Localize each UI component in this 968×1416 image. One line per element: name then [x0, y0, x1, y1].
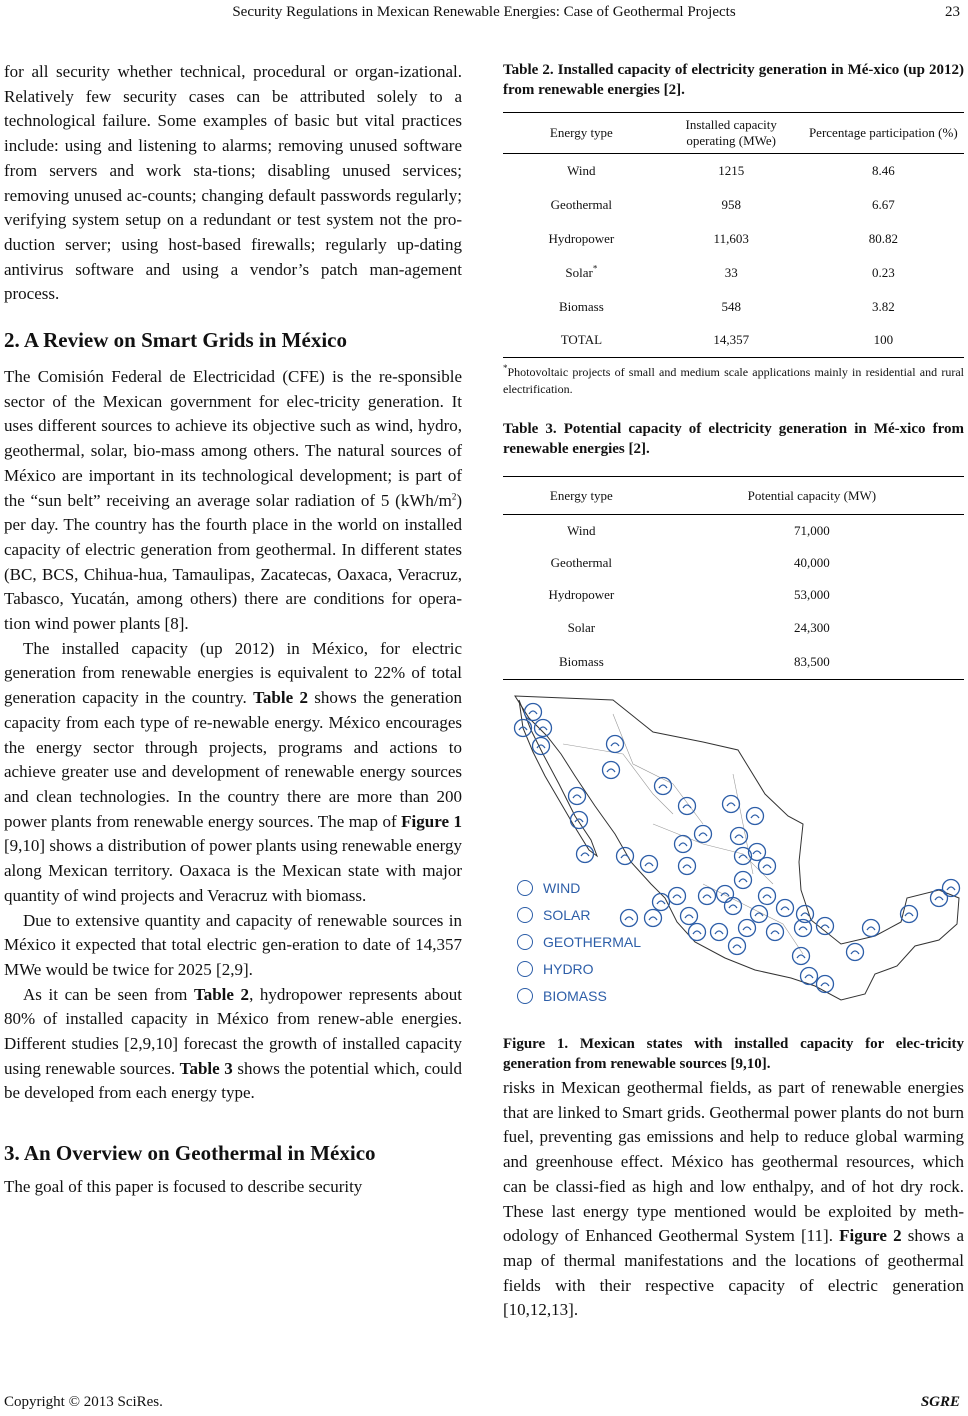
- plant-marker: [655, 778, 672, 795]
- plant-marker: [759, 888, 776, 905]
- paragraph: The installed capacity (up 2012) in México, for electric generation from renewable energies is equivalent to 22% of total generation capacity in the country. Table 2 shows the generation capacity from each type of re-newable energy. México encourages the energy sector through projects, programs and actions to achieve greater use and development of renewable energy sources and clean technologies. In the country there are more than 200 power plants from renewable energy sources. The map of Figure 1 [9,10] shows a distribution of power plants using renewable energy along Mexican territory. Oaxaca is the Mexican state with major quantity of wind projects and Veracruz with biomass.: [4, 638, 462, 905]
- plant-marker: [679, 858, 696, 875]
- plant-marker: [723, 796, 740, 813]
- copyright: Copyright © 2013 SciRes.: [4, 1394, 163, 1410]
- plant-marker-glyph: [771, 931, 779, 934]
- left-column: [4, 60, 462, 1200]
- table-row: Wind 1215 8.46: [567, 162, 895, 178]
- table-row: Biomass 83,500: [503, 645, 964, 680]
- plant-marker-glyph: [573, 795, 581, 798]
- plant-marker-glyph: [821, 983, 829, 986]
- plant-marker: [931, 890, 948, 907]
- plant-marker-glyph: [799, 927, 807, 930]
- legend-geothermal: GEOTHERMAL: [517, 928, 641, 955]
- plant-marker-glyph: [703, 895, 711, 898]
- plant-marker: [535, 720, 552, 737]
- plant-marker-glyph: [611, 743, 619, 746]
- table-2-footnote: *Photovoltaic projects of small and medium scale applications mainly in residential and rural electrification.: [503, 363, 964, 396]
- plant-marker-glyph: [657, 901, 665, 904]
- plant-marker: [571, 812, 588, 829]
- plant-marker-glyph: [739, 879, 747, 882]
- plant-marker: [725, 898, 742, 915]
- plant-marker-glyph: [607, 769, 615, 772]
- paragraph: The goal of this paper is focused to describe security: [4, 1177, 363, 1197]
- legend-biomass: BIOMASS: [517, 982, 641, 1009]
- plant-marker: [717, 886, 734, 903]
- plant-marker-glyph: [733, 945, 741, 948]
- table-2: [503, 112, 964, 358]
- plant-marker: [711, 924, 728, 941]
- biomass-icon: [517, 988, 533, 1004]
- paragraph: for all security whether technical, procedural or organ-izational. Relatively few security cases can be attributed solely to a technological failure. Some examples of basic but vital practices include: using and listening to alarms; removing unused software from servers and work sta-tions; disabling unused services; removing unused ac-counts; changing default passwords regularly; verifying system setup on a redundant or test system not the pro-duction server; using host-based firewalls; regularly up-dating antivirus software and using a vendor’s patch man-agement process.: [4, 62, 462, 304]
- paragraph: As it can be seen from Table 2, hydropower represents about 80% of installed capacity in México from renew-able energies. Different studies [2,9,10] forecast the growth of installed capacity using renewable sources. Table 3 shows the potential which, could be developed from each energy type.: [4, 984, 462, 1103]
- plant-marker: [617, 848, 634, 865]
- table-header: Percentage participation (%): [808, 125, 958, 140]
- plant-marker: [577, 846, 594, 863]
- right-column: [503, 60, 964, 1320]
- table-3-caption: Table 3. Potential capacity of electricity generation in Mé-xico from renewable energies [2].: [503, 421, 964, 457]
- figure-1-map: [503, 684, 964, 1014]
- plant-marker: [525, 704, 542, 721]
- section-heading-3: 3. An Overview on Geothermal in México: [4, 1141, 376, 1166]
- running-title: Security Regulations in Mexican Renewable Energies: Case of Geothermal Projects: [232, 4, 736, 20]
- plant-marker-glyph: [763, 895, 771, 898]
- table-header: Energy type: [549, 487, 613, 503]
- plant-marker-glyph: [905, 913, 913, 916]
- plant-marker-glyph: [851, 951, 859, 954]
- plant-marker: [943, 880, 960, 897]
- table-row: Solar 24,300: [567, 620, 830, 635]
- plant-marker: [817, 976, 834, 993]
- geothermal-icon: [517, 934, 533, 950]
- plant-marker-glyph: [679, 843, 687, 846]
- legend-solar: SOLAR: [517, 901, 641, 928]
- hydro-icon: [517, 961, 533, 977]
- plant-marker: [607, 736, 624, 753]
- plant-marker-glyph: [743, 927, 751, 930]
- plant-marker: [603, 762, 620, 779]
- plant-marker-glyph: [581, 853, 589, 856]
- plant-marker: [533, 738, 550, 755]
- plant-marker-glyph: [693, 931, 701, 934]
- plant-marker: [847, 944, 864, 961]
- table-row: TOTAL 14,357 100: [503, 324, 964, 358]
- figure-1-caption: Figure 1. Mexican states with installed capacity for elec-tricity generation from renewable sources [9,10].: [503, 1036, 964, 1072]
- table-header: Installed capacity operating (MWe): [685, 117, 777, 148]
- page-number: 23: [945, 4, 960, 20]
- plant-marker: [751, 906, 768, 923]
- plant-marker: [569, 788, 586, 805]
- plant-marker-glyph: [797, 955, 805, 958]
- wind-icon: [517, 880, 533, 896]
- table-2-ref[interactable]: Table 2: [193, 984, 250, 1004]
- plant-marker-glyph: [753, 851, 761, 854]
- table-row: Geothermal 40,000: [550, 554, 830, 570]
- plant-marker-glyph: [935, 897, 943, 900]
- plant-marker-glyph: [649, 917, 657, 920]
- plant-marker: [679, 798, 696, 815]
- paragraph: risks in Mexican geothermal fields, as part of renewable energies that are linked to Smart grids. Geothermal power plants do not burn fuel, preventing gas emissions and help to reduce global warming and greenhouse effect. México has geothermal resources, which can be classi-fied as high and low enthalpy, and of hot dry rock. These last energy type mentioned would be exploited by meth-odology of Enhanced Geothermal System [11]. Figure 2 shows a map of thermal manifestations and the locations of geothermal fields with their respective capacity of electric generation [10,12,13].: [503, 1078, 964, 1320]
- plant-marker-glyph: [739, 855, 747, 858]
- plant-marker-glyph: [867, 927, 875, 930]
- plant-marker: [747, 808, 764, 825]
- plant-marker: [681, 908, 698, 925]
- plant-marker: [863, 920, 880, 937]
- solar-icon: [517, 907, 533, 923]
- plant-marker: [731, 828, 748, 845]
- plant-marker: [689, 924, 706, 941]
- table-3: [503, 476, 964, 680]
- plant-marker-glyph: [645, 863, 653, 866]
- plant-marker-glyph: [683, 865, 691, 868]
- figure-1-ref[interactable]: Figure 1: [401, 811, 462, 831]
- table-row: Wind 71,000: [567, 522, 830, 538]
- journal-name: SGRE: [920, 1394, 960, 1410]
- plant-marker-glyph: [751, 815, 759, 818]
- plant-marker: [777, 900, 794, 917]
- plant-marker-glyph: [727, 803, 735, 806]
- plant-marker-glyph: [781, 907, 789, 910]
- table-header: Potential capacity (MW): [747, 487, 877, 503]
- table-row: Geothermal 958 6.67: [550, 196, 895, 212]
- table-row: Biomass 548 3.82: [558, 298, 895, 314]
- plant-marker-glyph: [685, 915, 693, 918]
- paragraph: Due to extensive quantity and capacity of renewable sources in México it expected that total electric gen-eration to date of 14,357 MWe would be twice for 2025 [2,9].: [4, 910, 462, 979]
- plant-marker-glyph: [735, 835, 743, 838]
- table-row: Solar* 33 0.23: [565, 263, 895, 280]
- table-header: Energy type: [549, 125, 613, 140]
- plant-marker-glyph: [683, 805, 691, 808]
- plant-marker: [641, 856, 658, 873]
- paragraph: The Comisión Federal de Electricidad (CFE) is the re-sponsible sector of the Mexican government for elec-tricity generation. It uses different sources to achieve its objective such as wind, hydro, geothermal, solar, bio-mass among others. The natural sources of México are important in its technological development; is part of the “sun belt” receiving an average solar radiation of 5 $(kWh/m^2)$ per day. The country has the fourth place in the world on installed capacity of electric generation from geothermal. In different states (BC, BCS, Chihua-hua, Tamaulipas, Zacatecas, Oaxaca, Veracruz, Tabasco, Yucatán, among others) there are conditions for opera-tion wind power plants [8].: [4, 367, 462, 634]
- section-heading-2: 2. A Review on Smart Grids in México: [4, 328, 347, 353]
- plant-marker: [735, 872, 752, 889]
- map-legend: [517, 874, 641, 1009]
- table-2-ref[interactable]: Table 2: [253, 688, 308, 708]
- plant-marker: [759, 858, 776, 875]
- plant-marker-glyph: [529, 711, 537, 714]
- plant-marker-glyph: [805, 975, 813, 978]
- table-2-caption: Table 2. Installed capacity of electricity generation in Mé-xico (up 2012) from renewable energies [2].: [503, 62, 964, 98]
- plant-marker-glyph: [673, 895, 681, 898]
- plant-marker: [793, 948, 810, 965]
- plant-marker: [695, 826, 712, 843]
- legend-hydro: HYDRO: [517, 955, 641, 982]
- page-header: [0, 0, 968, 28]
- plant-marker: [767, 924, 784, 941]
- plant-marker-glyph: [699, 833, 707, 836]
- legend-wind: WIND: [517, 874, 641, 901]
- plant-marker-glyph: [715, 931, 723, 934]
- plant-marker-glyph: [729, 905, 737, 908]
- plant-marker: [645, 910, 662, 927]
- plant-marker: [699, 888, 716, 905]
- plant-marker-glyph: [763, 865, 771, 868]
- table-row: Hydropower 11,603 80.82: [548, 230, 898, 246]
- plant-marker: [739, 920, 756, 937]
- table-3-ref[interactable]: Table 3: [179, 1058, 233, 1078]
- plant-marker-glyph: [801, 913, 809, 916]
- plant-marker-glyph: [659, 785, 667, 788]
- plant-marker-glyph: [947, 887, 955, 890]
- plant-marker: [801, 968, 818, 985]
- figure-2-ref[interactable]: Figure 2: [839, 1226, 902, 1246]
- table-row: Hydropower 53,000: [548, 587, 830, 602]
- plant-marker: [675, 836, 692, 853]
- plant-marker: [669, 888, 686, 905]
- plant-marker-glyph: [821, 925, 829, 928]
- plant-marker: [729, 938, 746, 955]
